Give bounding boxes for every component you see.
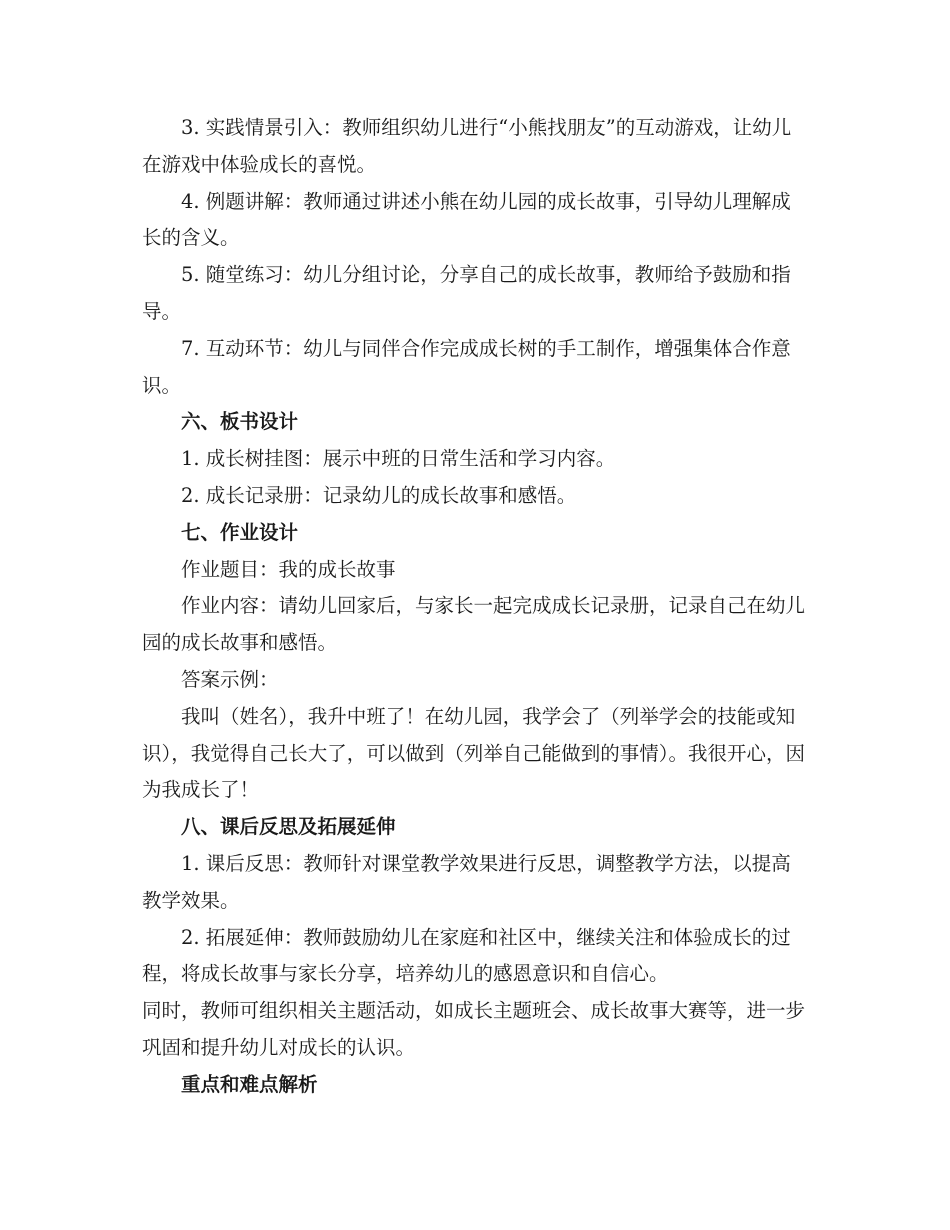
paragraph-step-3: 3. 实践情景引入：教师组织幼儿进行“小熊找朋友”的互动游戏，让幼儿在游戏中体验成长的喜悦。	[142, 116, 792, 176]
section-heading-reflection: 八、课后反思及拓展延伸	[181, 815, 396, 839]
paragraph-homework-content: 作业内容：请幼儿回家后，与家长一起完成成长记录册，记录自己在幼儿园的成长故事和感悟。	[142, 594, 806, 655]
paragraph-answer-example: 我叫（姓名），我升中班了！在幼儿园，我学会了（列举学会的技能或知识），我觉得自己长大了，可以做到（列举自己能做到的事情）。我很开心，因为我成长了！	[142, 704, 806, 802]
paragraph-homework-title: 作业题目：我的成长故事	[181, 557, 396, 581]
paragraph-step-5: 5. 随堂练习：幼儿分组讨论，分享自己的成长故事，教师给予鼓励和指导。	[142, 263, 791, 323]
section-heading-board-design: 六、板书设计	[181, 410, 299, 434]
paragraph-board-item-1: 1. 成长树挂图：展示中班的日常生活和学习内容。	[181, 447, 616, 471]
section-heading-key-points: 重点和难点解析	[181, 1072, 318, 1096]
paragraph-extension: 2. 拓展延伸：教师鼓励幼儿在家庭和社区中，继续关注和体验成长的过程，将成长故事与家长分享，培养幼儿的感恩意识和自信心。	[142, 925, 791, 986]
paragraph-step-4: 4. 例题讲解：教师通过讲述小熊在幼儿园的成长故事，引导幼儿理解成长的含义。	[142, 189, 791, 250]
paragraph-answer-label: 答案示例：	[181, 667, 279, 691]
paragraph-extension-continued: 同时，教师可组织相关主题活动，如成长主题班会、成长故事大赛等，进一步巩固和提升幼儿对成长的认识。	[142, 999, 806, 1059]
paragraph-board-item-2: 2. 成长记录册：记录幼儿的成长故事和感悟。	[181, 483, 577, 507]
paragraph-reflection: 1. 课后反思：教师针对课堂教学效果进行反思，调整教学方法，以提高教学效果。	[142, 851, 791, 912]
paragraph-step-7: 7. 互动环节：幼儿与同伴合作完成成长树的手工制作，增强集体合作意识。	[142, 336, 791, 397]
section-heading-homework: 七、作业设计	[181, 520, 299, 544]
